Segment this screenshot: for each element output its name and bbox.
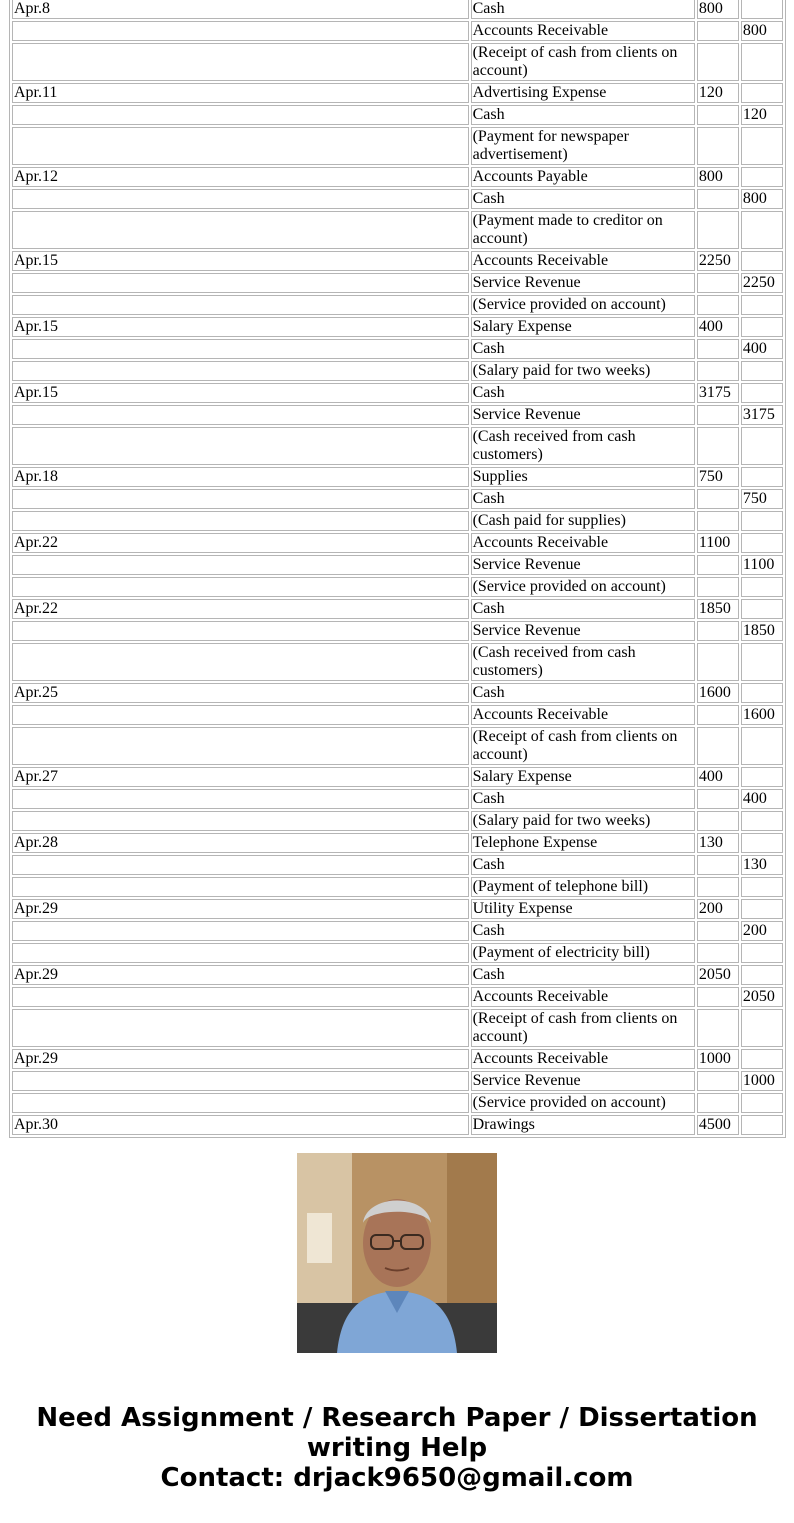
journal-account-cell: Drawings xyxy=(471,1115,695,1135)
journal-credit-cell xyxy=(741,1093,783,1113)
journal-credit-cell: 1600 xyxy=(741,705,783,725)
journal-credit-cell xyxy=(741,43,783,81)
journal-row xyxy=(12,251,783,271)
journal-debit-cell: 1600 xyxy=(697,683,739,703)
journal-debit-cell: 2050 xyxy=(697,965,739,985)
journal-debit-cell: 120 xyxy=(697,83,739,103)
journal-account-cell: Accounts Payable xyxy=(471,167,695,187)
journal-date-cell xyxy=(12,105,469,125)
journal-account-cell: Cash xyxy=(471,489,695,509)
journal-credit-cell: 1000 xyxy=(741,1071,783,1091)
journal-date-cell: Apr.8 xyxy=(12,0,469,19)
journal-row xyxy=(12,833,783,853)
journal-debit-cell xyxy=(697,577,739,597)
journal-row xyxy=(12,83,783,103)
journal-account-cell: Service Revenue xyxy=(471,273,695,293)
journal-debit-cell xyxy=(697,189,739,209)
journal-date-cell xyxy=(12,211,469,249)
journal-account-cell: (Receipt of cash from clients on account) xyxy=(471,727,695,765)
journal-debit-cell xyxy=(697,273,739,293)
journal-date-cell xyxy=(12,189,469,209)
journal-credit-cell: 120 xyxy=(741,105,783,125)
journal-row xyxy=(12,555,783,575)
journal-credit-cell xyxy=(741,1009,783,1047)
journal-debit-cell xyxy=(697,727,739,765)
promo-line-1: Need Assignment / Research Paper / Dissertation xyxy=(36,1403,758,1433)
journal-debit-cell: 400 xyxy=(697,317,739,337)
journal-row xyxy=(12,621,783,641)
journal-credit-cell xyxy=(741,943,783,963)
journal-row xyxy=(12,727,783,765)
journal-row xyxy=(12,705,783,725)
journal-row xyxy=(12,105,783,125)
journal-debit-cell xyxy=(697,1093,739,1113)
journal-date-cell xyxy=(12,511,469,531)
journal-date-cell: Apr.11 xyxy=(12,83,469,103)
journal-date-cell xyxy=(12,1093,469,1113)
journal-row xyxy=(12,273,783,293)
journal-account-cell: (Cash received from cash customers) xyxy=(471,427,695,465)
journal-account-cell: Accounts Receivable xyxy=(471,705,695,725)
journal-credit-cell: 400 xyxy=(741,339,783,359)
journal-row xyxy=(12,383,783,403)
journal-account-cell: Supplies xyxy=(471,467,695,487)
journal-account-cell: Accounts Receivable xyxy=(471,1049,695,1069)
journal-credit-cell xyxy=(741,317,783,337)
journal-credit-cell xyxy=(741,833,783,853)
journal-account-cell: Accounts Receivable xyxy=(471,533,695,553)
journal-debit-cell xyxy=(697,511,739,531)
journal-date-cell: Apr.15 xyxy=(12,317,469,337)
journal-date-cell xyxy=(12,21,469,41)
journal-date-cell xyxy=(12,643,469,681)
journal-debit-cell xyxy=(697,339,739,359)
journal-credit-cell xyxy=(741,511,783,531)
journal-account-cell: Cash xyxy=(471,339,695,359)
journal-credit-cell: 750 xyxy=(741,489,783,509)
journal-row xyxy=(12,683,783,703)
journal-credit-cell: 800 xyxy=(741,189,783,209)
promo-line-2: writing Help xyxy=(306,1433,488,1463)
journal-account-cell: Accounts Receivable xyxy=(471,21,695,41)
journal-account-cell: Cash xyxy=(471,383,695,403)
journal-debit-cell xyxy=(697,489,739,509)
journal-account-cell: Accounts Receivable xyxy=(471,251,695,271)
journal-account-cell: Salary Expense xyxy=(471,317,695,337)
journal-account-cell: (Service provided on account) xyxy=(471,577,695,597)
journal-date-cell: Apr.18 xyxy=(12,467,469,487)
journal-account-cell: Service Revenue xyxy=(471,555,695,575)
journal-debit-cell xyxy=(697,855,739,875)
journal-debit-cell: 200 xyxy=(697,899,739,919)
journal-debit-cell xyxy=(697,811,739,831)
journal-account-cell: (Receipt of cash from clients on account) xyxy=(471,1009,695,1047)
journal-debit-cell: 1000 xyxy=(697,1049,739,1069)
journal-date-cell: Apr.25 xyxy=(12,683,469,703)
journal-date-cell xyxy=(12,1071,469,1091)
journal-account-cell: Service Revenue xyxy=(471,621,695,641)
journal-date-cell xyxy=(12,921,469,941)
journal-row xyxy=(12,339,783,359)
journal-credit-cell xyxy=(741,683,783,703)
journal-debit-cell xyxy=(697,1009,739,1047)
journal-row xyxy=(12,189,783,209)
journal-credit-cell xyxy=(741,211,783,249)
journal-credit-cell xyxy=(741,167,783,187)
journal-date-cell: Apr.27 xyxy=(12,767,469,787)
journal-account-cell: Cash xyxy=(471,189,695,209)
journal-row xyxy=(12,295,783,315)
journal-row xyxy=(12,43,783,81)
journal-row xyxy=(12,987,783,1007)
journal-date-cell: Apr.28 xyxy=(12,833,469,853)
journal-account-cell: Cash xyxy=(471,0,695,19)
journal-account-cell: Cash xyxy=(471,683,695,703)
journal-date-cell: Apr.29 xyxy=(12,965,469,985)
journal-credit-cell: 400 xyxy=(741,789,783,809)
journal-date-cell xyxy=(12,405,469,425)
journal-account-cell: Cash xyxy=(471,789,695,809)
journal-date-cell xyxy=(12,361,469,381)
journal-date-cell xyxy=(12,705,469,725)
journal-date-cell xyxy=(12,43,469,81)
journal-row xyxy=(12,467,783,487)
journal-date-cell xyxy=(12,1009,469,1047)
journal-account-cell: (Service provided on account) xyxy=(471,295,695,315)
journal-row xyxy=(12,533,783,553)
journal-debit-cell xyxy=(697,921,739,941)
journal-row xyxy=(12,877,783,897)
journal-debit-cell: 130 xyxy=(697,833,739,853)
journal-row xyxy=(12,599,783,619)
journal-date-cell xyxy=(12,339,469,359)
journal-debit-cell xyxy=(697,643,739,681)
journal-credit-cell xyxy=(741,251,783,271)
journal-debit-cell xyxy=(697,105,739,125)
journal-debit-cell xyxy=(697,361,739,381)
journal-credit-cell xyxy=(741,295,783,315)
journal-credit-cell xyxy=(741,877,783,897)
journal-account-cell: (Salary paid for two weeks) xyxy=(471,811,695,831)
journal-debit-cell xyxy=(697,987,739,1007)
journal-row xyxy=(12,789,783,809)
journal-debit-cell xyxy=(697,295,739,315)
journal-credit-cell xyxy=(741,1115,783,1135)
journal-account-cell: Utility Expense xyxy=(471,899,695,919)
journal-credit-cell: 200 xyxy=(741,921,783,941)
journal-row xyxy=(12,1049,783,1069)
author-avatar xyxy=(297,1153,497,1353)
journal-debit-cell: 2250 xyxy=(697,251,739,271)
journal-debit-cell: 800 xyxy=(697,0,739,19)
journal-row xyxy=(12,127,783,165)
journal-date-cell: Apr.15 xyxy=(12,383,469,403)
author-portrait-image xyxy=(297,1153,497,1353)
journal-debit-cell xyxy=(697,127,739,165)
journal-row xyxy=(12,211,783,249)
journal-row xyxy=(12,811,783,831)
journal-account-cell: (Payment made to creditor on account) xyxy=(471,211,695,249)
journal-date-cell: Apr.12 xyxy=(12,167,469,187)
journal-date-cell xyxy=(12,577,469,597)
journal-account-cell: (Service provided on account) xyxy=(471,1093,695,1113)
journal-account-cell: (Payment of telephone bill) xyxy=(471,877,695,897)
journal-account-cell: Service Revenue xyxy=(471,1071,695,1091)
journal-account-cell: (Payment of electricity bill) xyxy=(471,943,695,963)
journal-date-cell: Apr.29 xyxy=(12,1049,469,1069)
journal-debit-cell xyxy=(697,427,739,465)
journal-credit-cell xyxy=(741,599,783,619)
journal-debit-cell: 3175 xyxy=(697,383,739,403)
journal-date-cell: Apr.30 xyxy=(12,1115,469,1135)
journal-debit-cell xyxy=(697,789,739,809)
journal-row xyxy=(12,1115,783,1135)
journal-debit-cell xyxy=(697,21,739,41)
journal-debit-cell xyxy=(697,43,739,81)
journal-credit-cell: 2250 xyxy=(741,273,783,293)
promo-banner xyxy=(0,1403,794,1493)
journal-credit-cell xyxy=(741,727,783,765)
journal-credit-cell xyxy=(741,383,783,403)
journal-date-cell xyxy=(12,855,469,875)
journal-debit-cell xyxy=(697,621,739,641)
journal-debit-cell: 800 xyxy=(697,167,739,187)
journal-credit-cell: 1100 xyxy=(741,555,783,575)
journal-row xyxy=(12,0,783,19)
promo-contact-line: Contact: drjack9650@gmail.com xyxy=(160,1463,634,1493)
journal-row xyxy=(12,577,783,597)
journal-credit-cell xyxy=(741,361,783,381)
journal-credit-cell xyxy=(741,127,783,165)
journal-date-cell xyxy=(12,811,469,831)
journal-debit-cell: 400 xyxy=(697,767,739,787)
journal-credit-cell xyxy=(741,1049,783,1069)
journal-debit-cell: 750 xyxy=(697,467,739,487)
journal-debit-cell: 4500 xyxy=(697,1115,739,1135)
journal-date-cell: Apr.15 xyxy=(12,251,469,271)
journal-account-cell: (Salary paid for two weeks) xyxy=(471,361,695,381)
journal-account-cell: (Cash received from cash customers) xyxy=(471,643,695,681)
journal-date-cell xyxy=(12,273,469,293)
journal-credit-cell xyxy=(741,467,783,487)
journal-credit-cell: 800 xyxy=(741,21,783,41)
journal-credit-cell xyxy=(741,0,783,19)
journal-body xyxy=(12,0,783,1135)
journal-row xyxy=(12,965,783,985)
journal-credit-cell xyxy=(741,965,783,985)
journal-row xyxy=(12,899,783,919)
journal-debit-cell xyxy=(697,555,739,575)
journal-row xyxy=(12,427,783,465)
journal-credit-cell xyxy=(741,899,783,919)
journal-debit-cell: 1100 xyxy=(697,533,739,553)
journal-row xyxy=(12,643,783,681)
journal-credit-cell xyxy=(741,811,783,831)
journal-date-cell xyxy=(12,789,469,809)
journal-account-cell: Salary Expense xyxy=(471,767,695,787)
journal-date-cell xyxy=(12,621,469,641)
journal-account-cell: Accounts Receivable xyxy=(471,987,695,1007)
journal-date-cell: Apr.22 xyxy=(12,533,469,553)
journal-debit-cell xyxy=(697,943,739,963)
journal-row xyxy=(12,855,783,875)
journal-date-cell xyxy=(12,943,469,963)
journal-account-cell: Cash xyxy=(471,921,695,941)
journal-row xyxy=(12,511,783,531)
journal-credit-cell xyxy=(741,643,783,681)
journal-credit-cell: 1850 xyxy=(741,621,783,641)
journal-credit-cell xyxy=(741,577,783,597)
journal-account-cell: Cash xyxy=(471,599,695,619)
journal-date-cell xyxy=(12,489,469,509)
journal-row xyxy=(12,361,783,381)
journal-credit-cell: 3175 xyxy=(741,405,783,425)
journal-date-cell xyxy=(12,427,469,465)
journal-credit-cell xyxy=(741,427,783,465)
journal-credit-cell xyxy=(741,83,783,103)
journal-row xyxy=(12,21,783,41)
journal-debit-cell xyxy=(697,405,739,425)
journal-account-cell: Cash xyxy=(471,105,695,125)
journal-debit-cell xyxy=(697,1071,739,1091)
journal-row xyxy=(12,405,783,425)
journal-row xyxy=(12,921,783,941)
journal-account-cell: (Payment for newspaper advertisement) xyxy=(471,127,695,165)
journal-date-cell xyxy=(12,727,469,765)
journal-date-cell: Apr.29 xyxy=(12,899,469,919)
journal-account-cell: Cash xyxy=(471,965,695,985)
journal-credit-cell xyxy=(741,533,783,553)
journal-credit-cell xyxy=(741,767,783,787)
journal-account-cell: Advertising Expense xyxy=(471,83,695,103)
journal-credit-cell: 130 xyxy=(741,855,783,875)
journal-debit-cell xyxy=(697,211,739,249)
journal-row xyxy=(12,167,783,187)
journal-date-cell xyxy=(12,127,469,165)
journal-row xyxy=(12,1093,783,1113)
journal-row xyxy=(12,1071,783,1091)
journal-date-cell xyxy=(12,295,469,315)
journal-credit-cell: 2050 xyxy=(741,987,783,1007)
journal-row xyxy=(12,1009,783,1047)
journal-debit-cell xyxy=(697,705,739,725)
journal-row xyxy=(12,317,783,337)
journal-account-cell: (Cash paid for supplies) xyxy=(471,511,695,531)
journal-date-cell xyxy=(12,987,469,1007)
journal-account-cell: Cash xyxy=(471,855,695,875)
journal-debit-cell xyxy=(697,877,739,897)
journal-date-cell xyxy=(12,555,469,575)
journal-row xyxy=(12,943,783,963)
journal-account-cell: (Receipt of cash from clients on account) xyxy=(471,43,695,81)
journal-date-cell xyxy=(12,877,469,897)
journal-row xyxy=(12,767,783,787)
journal-account-cell: Telephone Expense xyxy=(471,833,695,853)
journal-row xyxy=(12,489,783,509)
journal-account-cell: Service Revenue xyxy=(471,405,695,425)
journal-date-cell: Apr.22 xyxy=(12,599,469,619)
journal-table xyxy=(9,0,786,1138)
journal-debit-cell: 1850 xyxy=(697,599,739,619)
